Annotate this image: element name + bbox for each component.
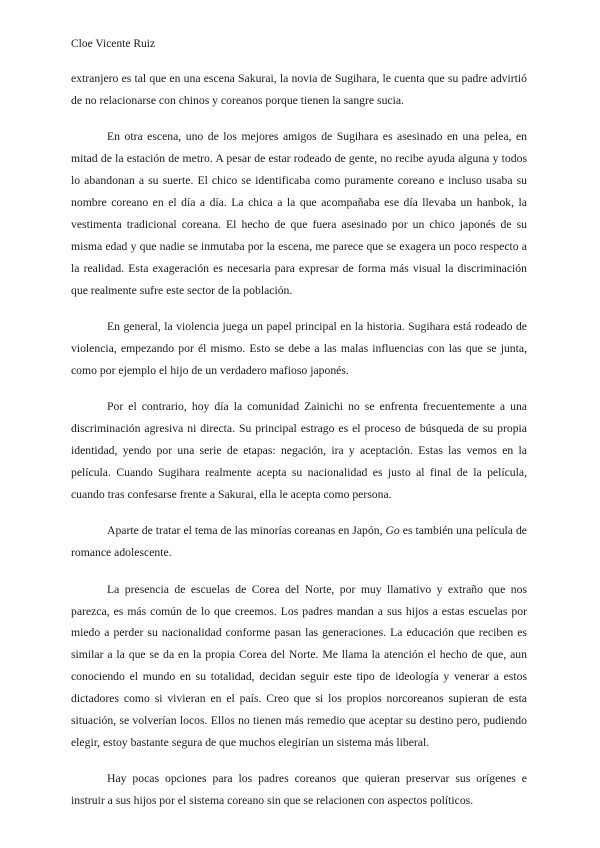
paragraph-5-after: es también una película de romance adolescente. — [71, 524, 527, 560]
film-title-go: Go — [385, 524, 400, 538]
paragraph-4: Por el contrario, hoy día la comunidad Zainichi no se enfrenta frecuentemente a una discriminación agresiva ni directa. Su principal estrago es el proceso de búsqueda de su propia identidad, yendo por una serie de etapas: negación, ira y aceptación. Estas las vemos en la película. Cuando Sugihara realmente acepta su nacionalidad es justo al final de la película, cuando tras confesarse frente a Sakurai, ella le acepta como persona. — [71, 400, 527, 501]
paragraph-1: extranjero es tal que en una escena Sakurai, la novia de Sugihara, le cuenta que su padre advirtió de no relacionarse con chinos y coreanos porque tienen la sangre sucia. — [71, 72, 527, 107]
paragraph-3: En general, la violencia juega un papel principal en la historia. Sugihara está rodeado de violencia, empezando por él mismo. Esto se debe a las malas influencias con las que se junta, como por ejemplo el hijo de un verdadero mafioso japonés. — [71, 320, 527, 377]
page-header-author: Cloe Vicente Ruiz — [71, 38, 156, 50]
paragraph-2: En otra escena, uno de los mejores amigos de Sugihara es asesinado en una pelea, en mitad de la estación de metro. A pesar de estar rodeado de gente, no recibe ayuda alguna y todos lo abandonan a su suerte. El chico se identificaba como puramente coreano e incluso usaba su nombre coreano en el día a día. La chica a la que acompañaba ese día llevaba un hanbok, la vestimenta tradicional coreana. El hecho de que fuera asesinado por un chico japonés de su misma edad y que nadie se inmutaba por la escena, me parece que se exagera un poco respecto a la realidad. Esta exageración es necesaria para expresar de forma más visual la discriminación que realmente sufre este sector de la población. — [71, 130, 527, 297]
paragraph-5-before: Aparte de tratar el tema de las minorías coreanas en Japón, — [107, 524, 386, 538]
paragraph-6: La presencia de escuelas de Corea del Norte, por muy llamativo y extraño que nos parezca, es más común de lo que creemos. Los padres mandan a sus hijos a estas escuelas por miedo a perder su nacionalidad conforme pasan las generaciones. La educación que reciben es similar a la que se da en la propia Corea del Norte. Me llama la atención el hecho de que, aun conociendo el mundo en su totalidad, decidan seguir este tipo de ideología y venerar a estos dictadores como si vivieran en el país. Creo que si los propios norcoreanos supieran de esta situación, se volverían locos. Ellos no tienen más remedio que aceptar su destino pero, pudiendo elegir, estoy bastante segura de que muchos elegirían un sistema más liberal. — [71, 582, 527, 749]
paragraph-5 — [71, 520, 527, 564]
paragraph-7: Hay pocas opciones para los padres coreanos que quieran preservar sus orígenes e instruir a sus hijos por el sistema coreano sin que se relacionen con aspectos políticos. — [71, 772, 527, 808]
document-body — [71, 68, 527, 827]
